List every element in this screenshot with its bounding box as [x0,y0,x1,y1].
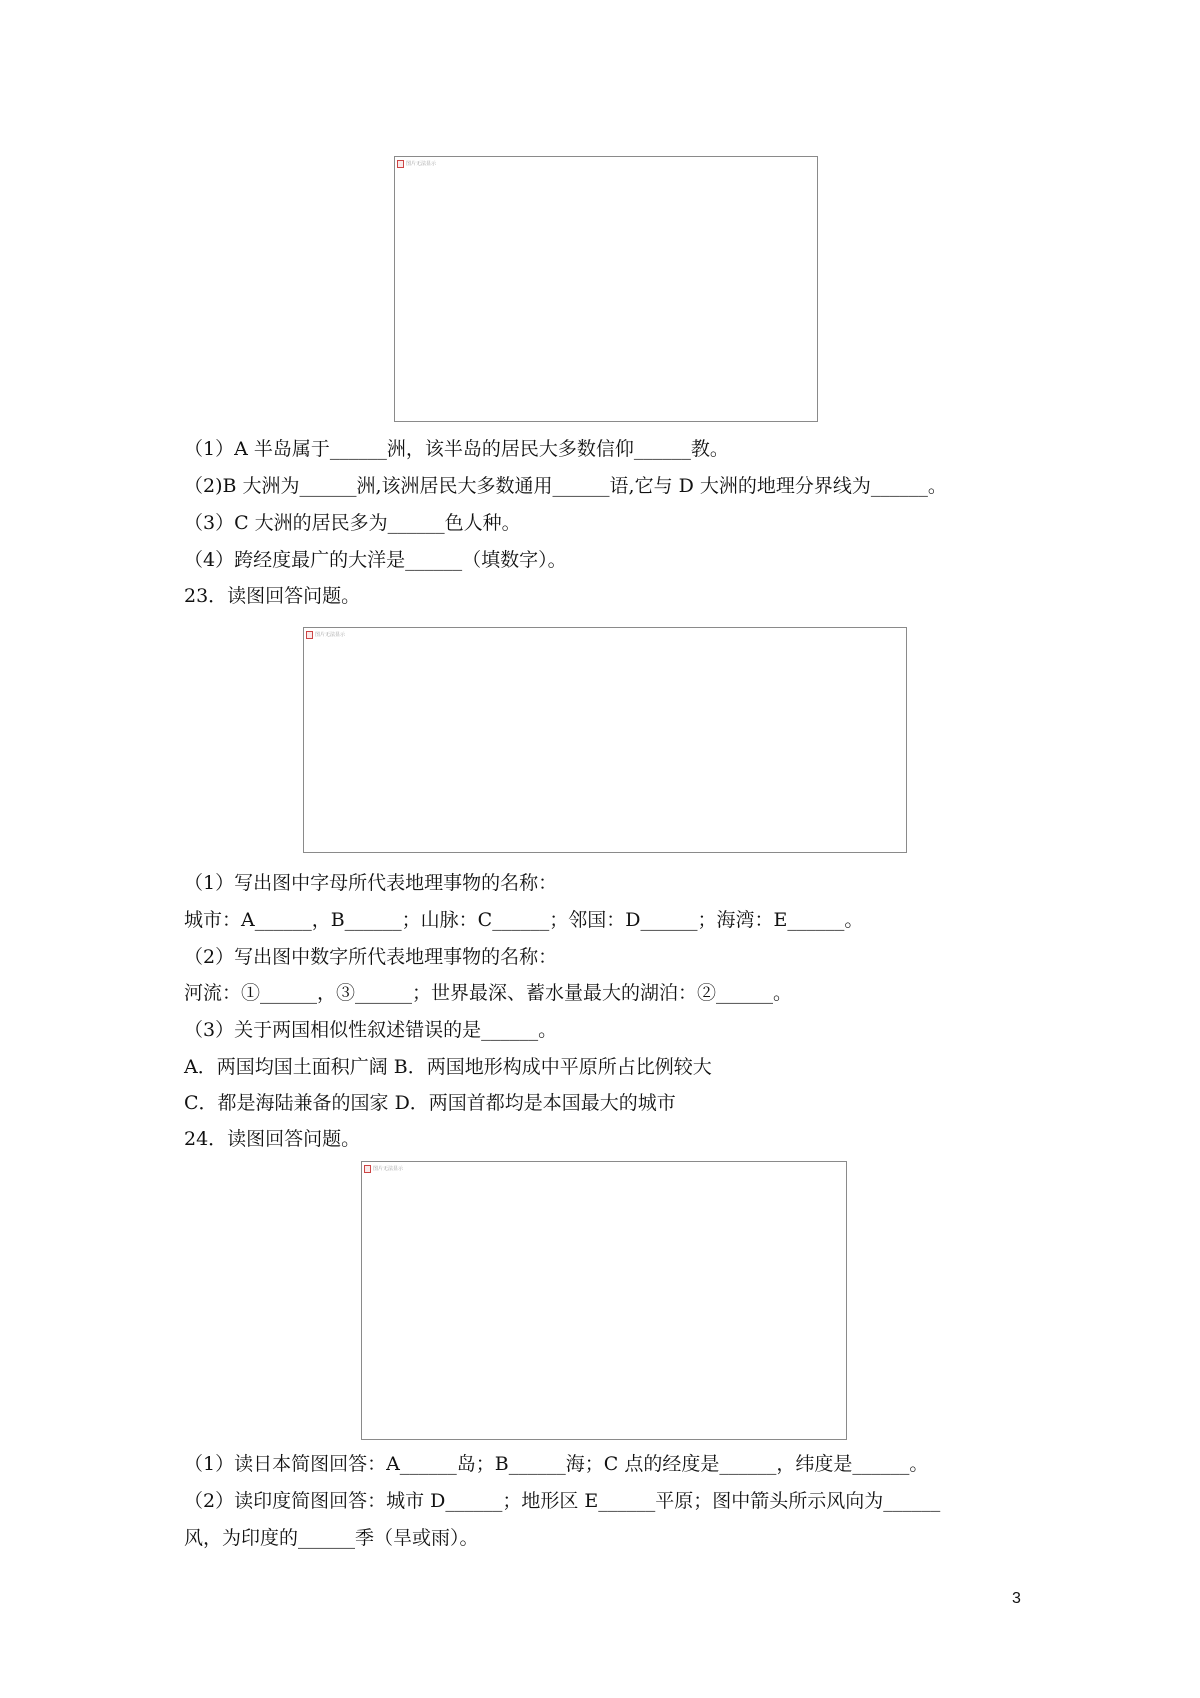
q23-title: 23．读图回答问题。 [184,585,361,607]
q24-figure-placeholder [361,1161,847,1440]
q24-part2-line2: 风，为印度的______季（旱或雨）。 [184,1527,479,1549]
q23-part1-answer: 城市：A______，B______；山脉：C______；邻国：D______；海湾：E______。 [184,909,864,931]
q23-part2: （2）写出图中数字所代表地理事物的名称： [184,946,558,968]
broken-image-icon [306,631,345,639]
image-alt-text: 图片无法显示 [373,1166,404,1172]
image-icon [364,1165,371,1173]
image-alt-text: 图片无法显示 [406,161,437,167]
q24-part1: （1）读日本简图回答：A______岛；B______海；C 点的经度是______，纬度是______。 [184,1453,929,1475]
q23-part2-answer: 河流：①______，③______；世界最深、蓄水量最大的湖泊：②______。 [184,982,793,1004]
page-number: 3 [1012,1590,1021,1607]
broken-image-icon [364,1165,403,1173]
q22-part3: （3）C 大洲的居民多为______色人种。 [184,512,521,534]
q22-figure-placeholder [394,156,818,422]
image-icon [397,160,404,168]
q22-part1: （1）A 半岛属于______洲，该半岛的居民大多数信仰______教。 [184,438,729,460]
q24-part2-line1: （2）读印度简图回答：城市 D______；地形区 E______平原；图中箭头所示风向为______ [184,1490,941,1512]
q23-part1: （1）写出图中字母所代表地理事物的名称： [184,872,558,894]
q24-title: 24．读图回答问题。 [184,1128,361,1150]
q23-option-cd: C．都是海陆兼备的国家 D．两国首都均是本国最大的城市 [184,1092,676,1114]
q22-part2: （2)B 大洲为______洲,该洲居民大多数通用______语,它与 D 大洲的地理分界线为______。 [184,475,947,497]
q23-part3: （3）关于两国相似性叙述错误的是______。 [184,1019,558,1041]
q23-option-ab: A．两国均国土面积广阔 B．两国地形构成中平原所占比例较大 [184,1056,712,1078]
q23-figure-placeholder [303,627,907,853]
image-icon [306,631,313,639]
broken-image-icon [397,160,436,168]
q22-part4: （4）跨经度最广的大洋是______（填数字）。 [184,549,567,571]
image-alt-text: 图片无法显示 [315,632,346,638]
